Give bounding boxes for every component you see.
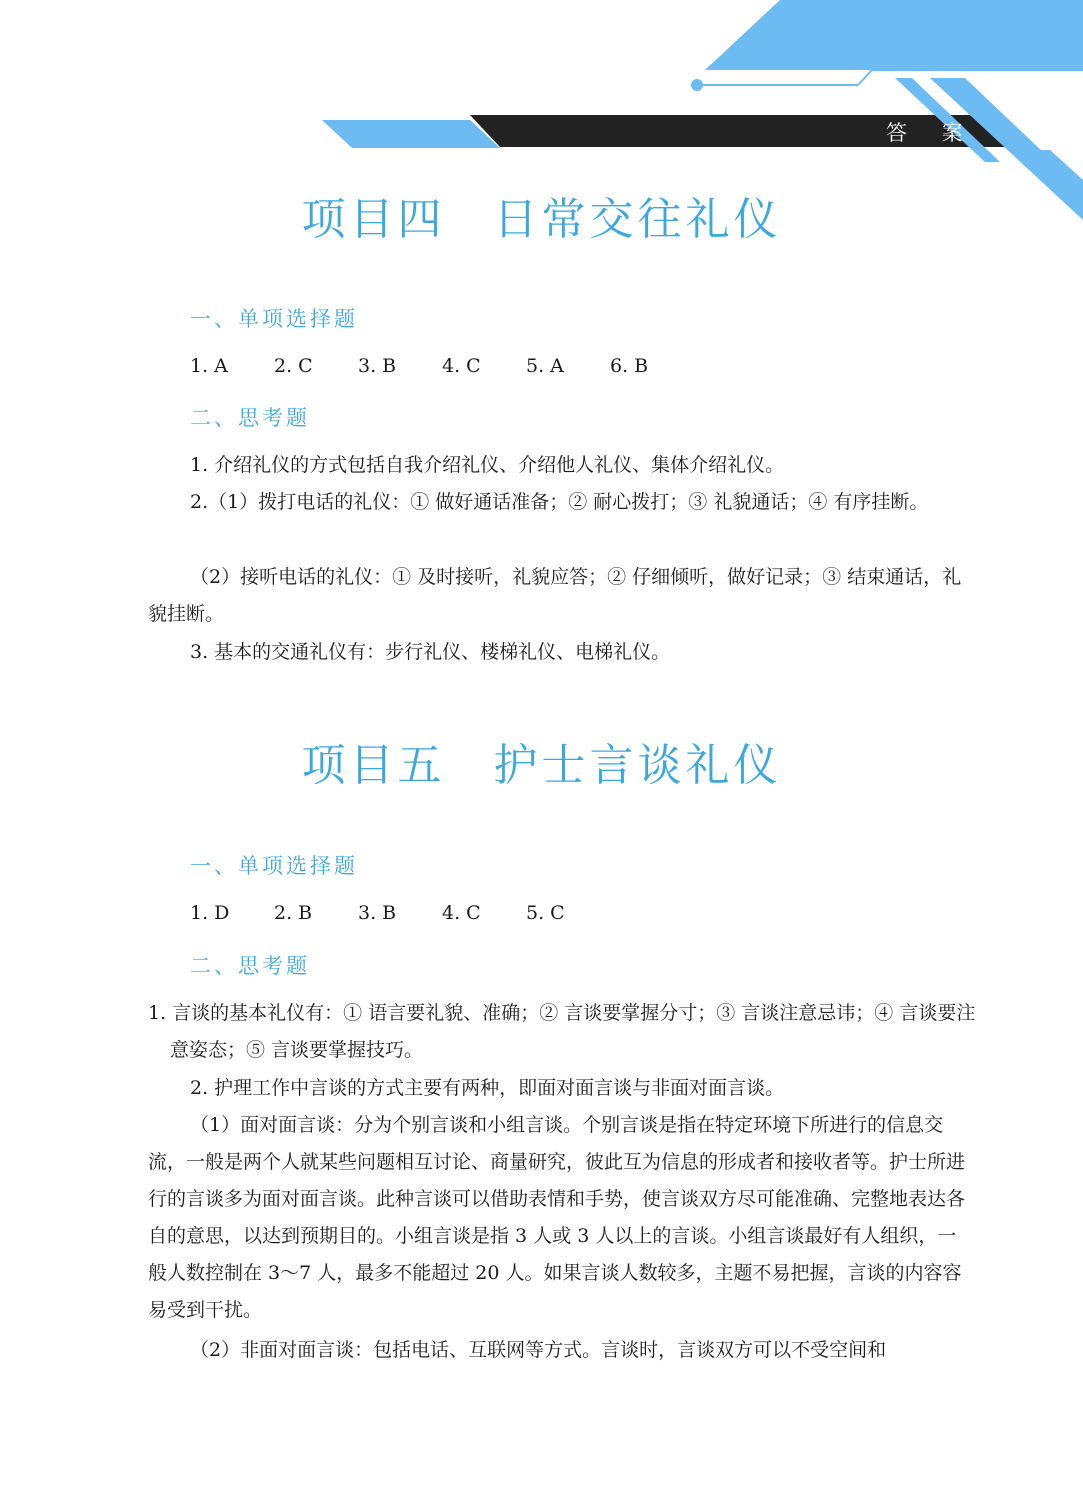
header-label: 答 案	[886, 121, 977, 145]
chapter-title: 项目四 日常交往礼仪	[301, 194, 782, 245]
answer-item: 2. B	[274, 902, 313, 924]
paragraph: 2. 护理工作中言谈的方式主要有两种，即面对面言谈与非面对面言谈。	[190, 1077, 785, 1099]
paragraph: 1. 言谈的基本礼仪有：① 语言要礼貌、准确；② 言谈要掌握分寸；③ 言谈注意忌讳；④ 言谈要注意姿态；⑤ 言谈要掌握技巧。	[148, 1002, 976, 1061]
answer-item: 1. D	[190, 902, 230, 924]
chapter-title: 项目五 护士言谈礼仪	[301, 740, 782, 791]
paragraph: （1）面对面言谈：分为个别言谈和小组言谈。个别言谈是指在特定环境下所进行的信息交流，一般是两个人就某些问题相互讨论、商量研究，彼此互为信息的形成者和接收者等。护士所进行的言谈多为面对面言谈。此种言谈可以借助表情和手势，使言谈双方尽可能准确、完整地表达各自的意思，以达到预期目的。小组言谈是指 3 人或 3 人以上的言谈。小组言谈最好有人组织，一般人数控制在 3～7 人，最多不能超过 20 人。如果言谈人数较多，主题不易把握，言谈的内容容易受到干扰。	[148, 1114, 966, 1321]
choice-heading: 一、单项选择题	[190, 307, 358, 331]
think-heading: 二、思考题	[190, 954, 310, 978]
paragraph: （2）接听电话的礼仪：① 及时接听，礼貌应答；② 仔细倾听，做好记录；③ 结束通话，礼貌挂断。	[148, 566, 962, 625]
answer-item: 4. C	[442, 355, 481, 377]
paragraph: 1. 介绍礼仪的方式包括自我介绍礼仪、介绍他人礼仪、集体介绍礼仪。	[190, 454, 785, 476]
answer-item: 6. B	[610, 355, 649, 377]
answer-item: 5. C	[526, 902, 565, 924]
choice-heading: 一、单项选择题	[190, 854, 358, 878]
answer-list	[190, 902, 610, 924]
answer-item: 1. A	[190, 355, 228, 377]
answer-item: 3. B	[358, 902, 397, 924]
answer-item: 3. B	[358, 355, 397, 377]
answer-item: 2. C	[274, 355, 313, 377]
paragraph: （2）非面对面言谈：包括电话、互联网等方式。言谈时，言谈双方可以不受空间和	[190, 1339, 887, 1361]
think-heading: 二、思考题	[190, 406, 310, 430]
paragraph: 2.（1）拨打电话的礼仪：① 做好通话准备；② 耐心拨打；③ 礼貌通话；④ 有序挂断。	[190, 491, 929, 513]
paragraph: 3. 基本的交通礼仪有：步行礼仪、楼梯礼仪、电梯礼仪。	[190, 641, 671, 663]
answer-item: 4. C	[442, 902, 481, 924]
answer-item: 5. A	[526, 355, 564, 377]
answer-list	[190, 355, 694, 377]
